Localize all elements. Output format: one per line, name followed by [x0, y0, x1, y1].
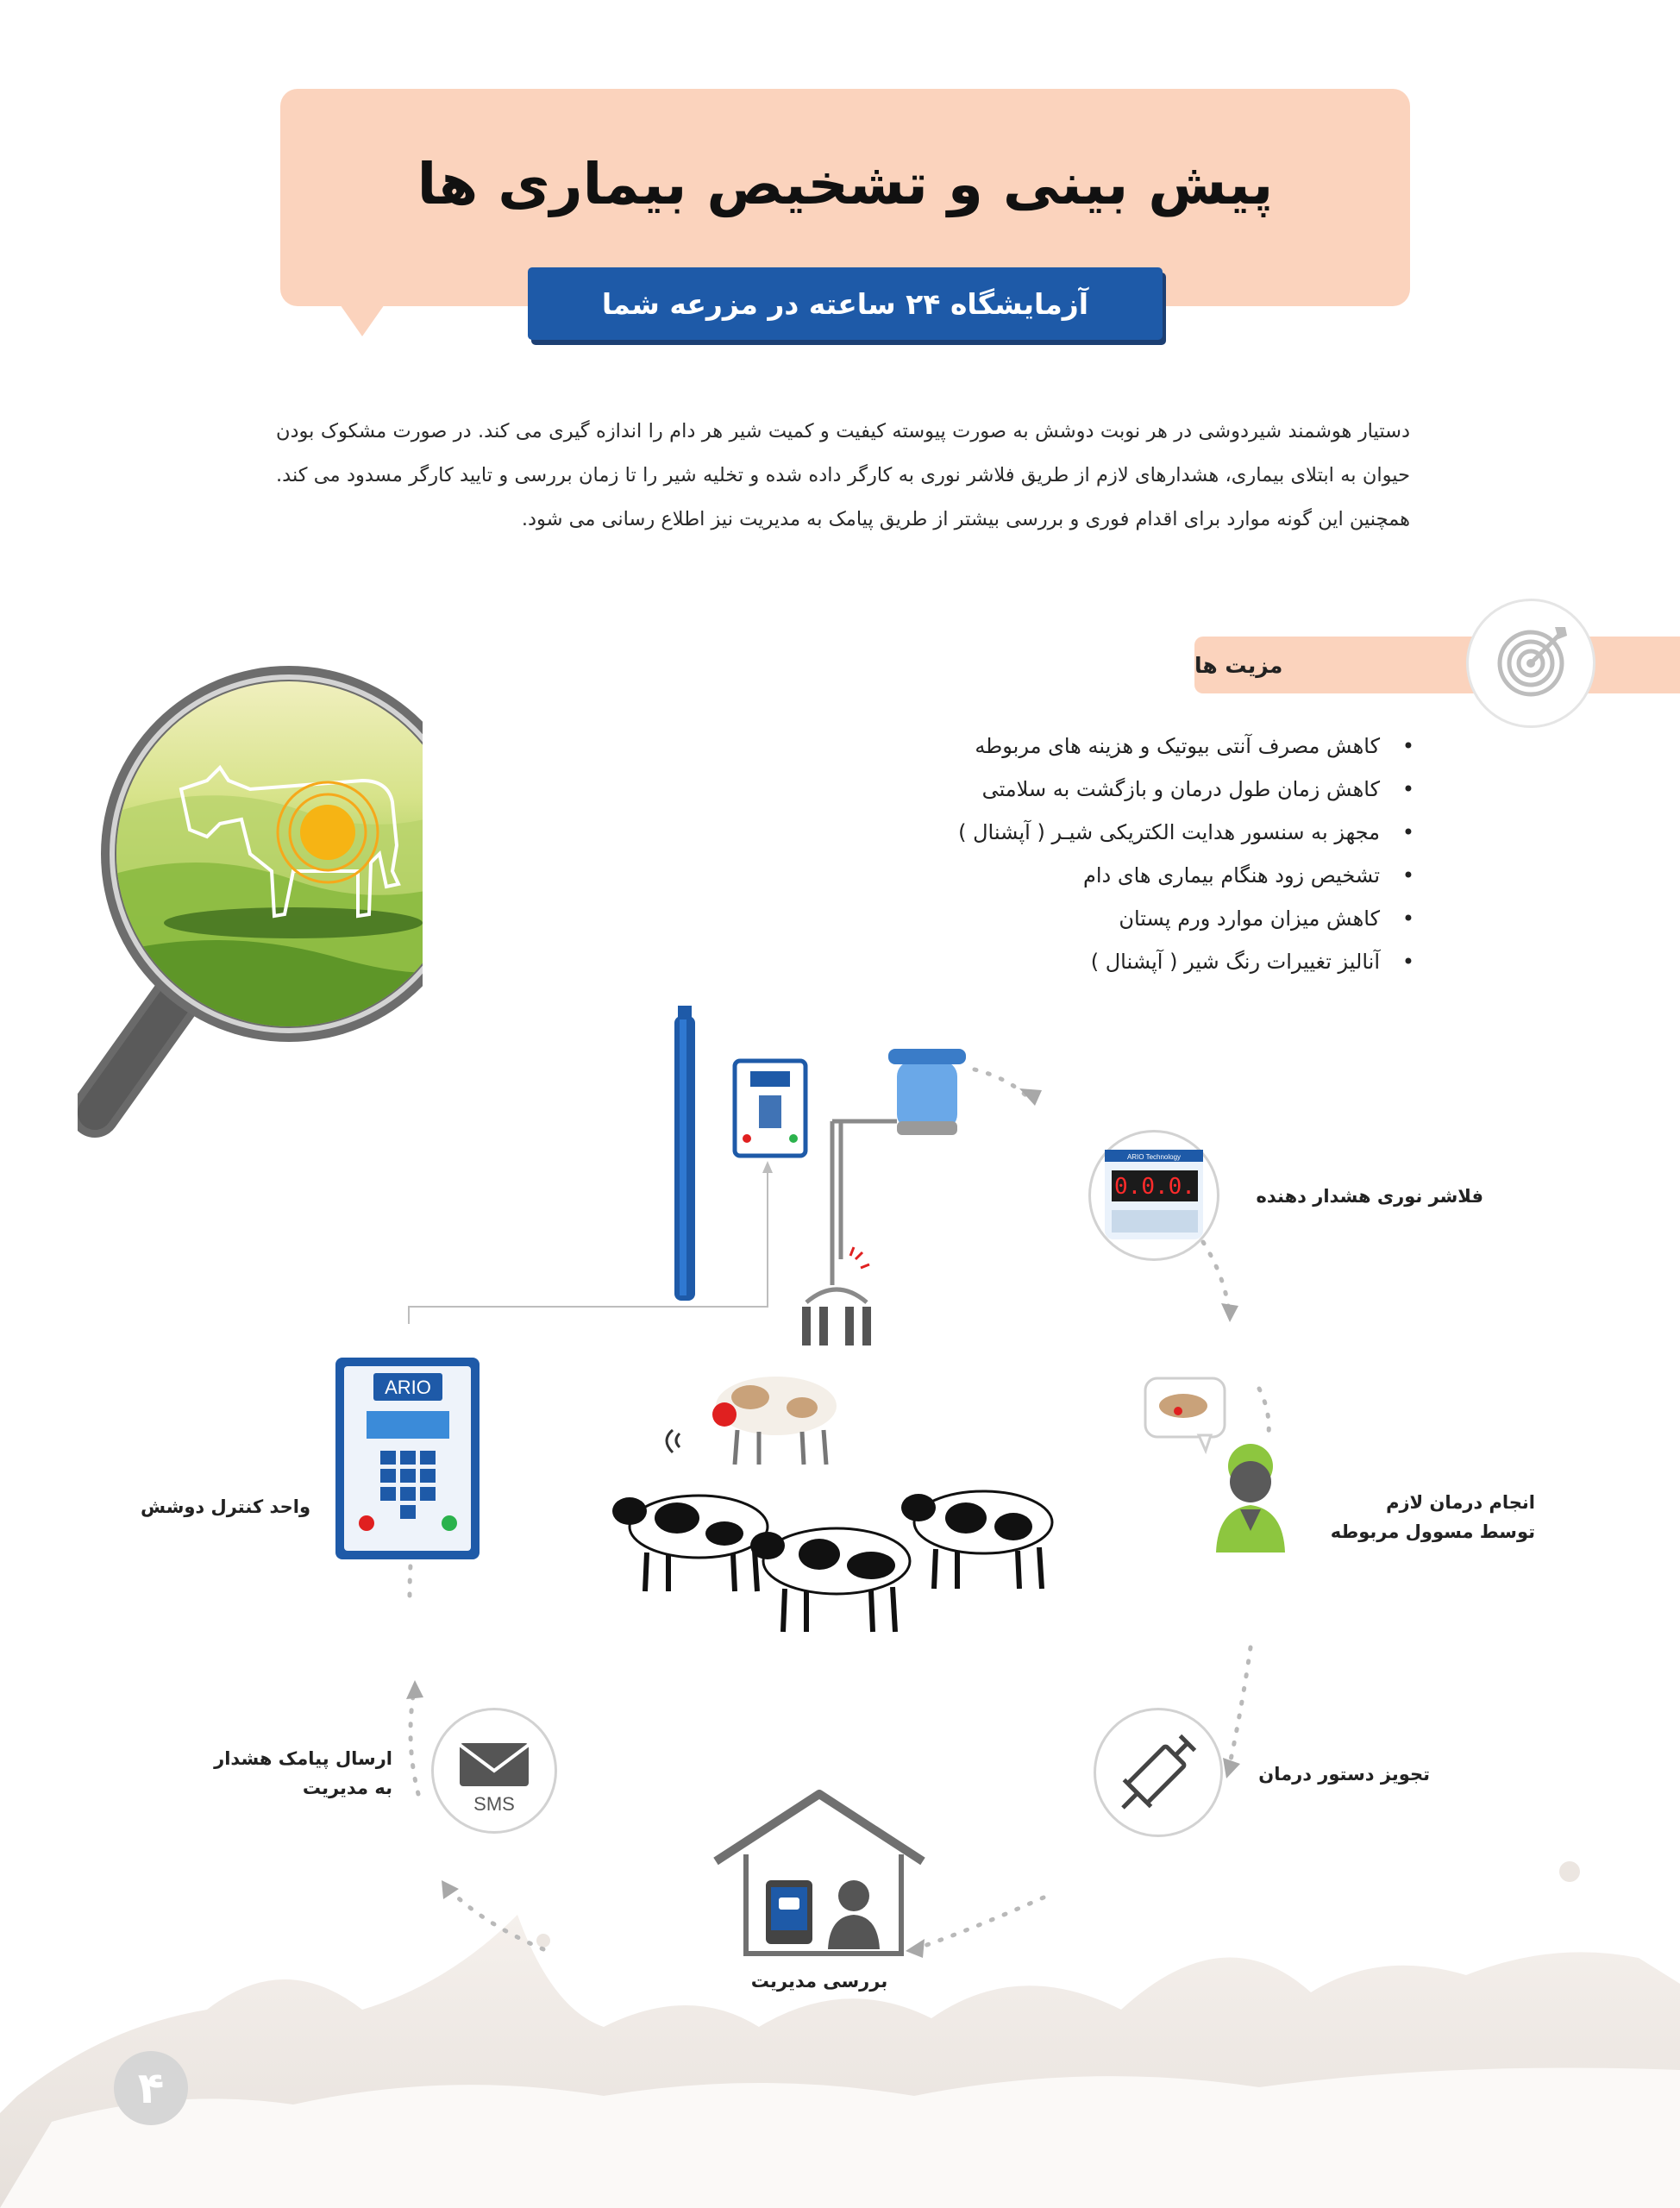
- sms-label: ارسال پیامک هشدار به مدیریت: [214, 1748, 392, 1798]
- chat-bubble-cow-icon: [1145, 1378, 1225, 1451]
- treatment-label: انجام درمان لازم توسط مسوول مربوطه: [1330, 1492, 1535, 1542]
- small-control-panel-icon: [735, 1061, 806, 1156]
- milk-meter-tube-icon: [674, 1006, 695, 1301]
- advantage-item: • کاهش مصرف آنتی بیوتیک و هزینه های مربوطه: [862, 724, 1414, 768]
- advantage-item: • تشخیص زود هنگام بیماری های دام: [862, 854, 1414, 897]
- flasher-label: فلاشر نوری هشدار دهنده: [1256, 1186, 1483, 1207]
- header-panel-tail: [338, 302, 386, 336]
- vet-person-icon: [1216, 1444, 1285, 1552]
- milking-cluster-icon: [806, 1121, 897, 1302]
- management-label: بررسی مدیریت: [750, 1971, 888, 1992]
- flasher-icon: [1088, 1130, 1219, 1261]
- cow-left-icon: [612, 1496, 768, 1591]
- milk-jar-icon: [888, 1049, 966, 1135]
- intro-paragraph: دستیار هوشمند شیردوشی در هر نوبت دوشش به صورت پیوسته کیفیت و کمیت شیر هر دام را اندازه گیری می کند. در صورت مشکوک بودن حیوان به ابتلای بیماری، هشدارهای لازم از طریق فلاشر نوری به کارگر داده شده و تخلیه شیر را تا زمان بررسی و تایید کارگر مسدود می کند. همچنین این گونه موارد برای اقدام فوری و بررسی بیشتر از طریق پیامک به مدیریت نیز اطلاع رسانی می شود.: [276, 420, 1410, 530]
- syringe-icon: [1094, 1708, 1223, 1837]
- control-unit-icon: [332, 1354, 483, 1563]
- staff-illustration: [1138, 1371, 1311, 1561]
- target-icon: [1466, 599, 1595, 728]
- page-number: ۴: [114, 2051, 188, 2125]
- page-subtitle: آزمایشگاه ۲۴ ساعته در مزرعه شما: [528, 267, 1163, 340]
- cow-right-icon: [901, 1491, 1052, 1589]
- flasher-brand: ARIO Technology: [1126, 1153, 1182, 1161]
- advantages-heading: مزیت ها: [1194, 652, 1283, 678]
- management-house-icon: [707, 1785, 931, 1958]
- advantage-item: • آنالیز تغییرات رنگ شیر ( آپشنال ): [862, 940, 1414, 983]
- sick-cow-icon: [667, 1377, 837, 1465]
- control-unit-label: واحد کنترل دوشش: [141, 1496, 310, 1517]
- advantage-item: • مجهز به سنسور هدایت الکتریکی شیـر ( آپشنال ): [862, 811, 1414, 854]
- brand-text: ARIO: [385, 1377, 431, 1398]
- advantage-item: • کاهش زمان طول درمان و بازگشت به سلامتی: [862, 768, 1414, 811]
- sms-icon: [431, 1708, 557, 1834]
- sms-text: SMS: [473, 1793, 515, 1815]
- page-title: پیش بینی و تشخیص بیماری ها: [417, 151, 1274, 217]
- prescription-label: تجویز دستور درمان: [1258, 1764, 1430, 1785]
- flasher-display: 0.0.0.: [1114, 1174, 1195, 1200]
- advantage-item: • کاهش میزان موارد ورم پستان: [862, 897, 1414, 940]
- cows-illustration: [578, 1354, 1095, 1639]
- milking-equipment-illustration: [664, 1000, 975, 1363]
- advantages-list: [862, 724, 1414, 983]
- cow-middle-icon: [750, 1528, 910, 1632]
